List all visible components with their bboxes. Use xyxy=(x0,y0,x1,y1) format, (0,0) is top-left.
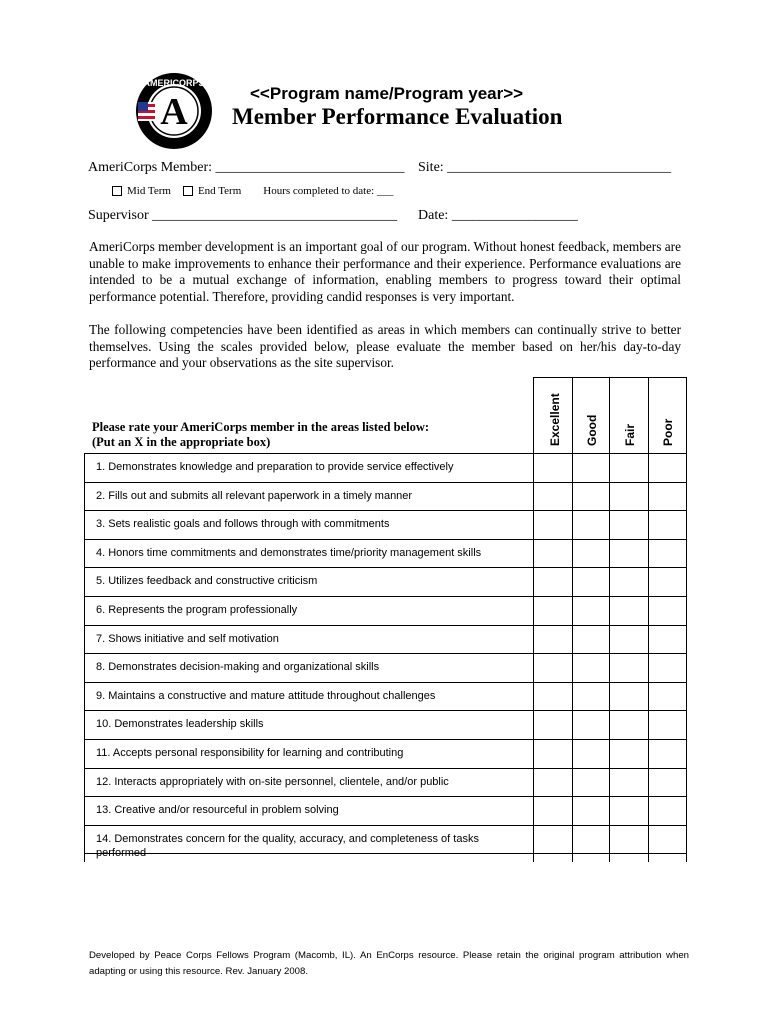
rating-cell-poor[interactable] xyxy=(650,568,686,595)
rating-cell-poor[interactable] xyxy=(650,654,686,681)
rating-cell-excellent[interactable] xyxy=(535,540,572,567)
rating-cell-fair[interactable] xyxy=(611,740,648,767)
competency-item-label: 13. Creative and/or resourceful in problem solving xyxy=(96,804,339,817)
rating-cell-excellent[interactable] xyxy=(535,568,572,595)
rating-cell-fair[interactable] xyxy=(611,454,648,481)
rating-cell-good[interactable] xyxy=(574,769,609,796)
site-field[interactable]: Site: ________________________________ xyxy=(418,160,672,175)
rating-cell-fair[interactable] xyxy=(611,797,648,824)
intro-paragraph: AmeriCorps member development is an important goal of our program. Without honest feedback, members are unable to make improvements to enhance their performance and their experience. Performance evaluations are intended to be a mutual exchange of information, enabling members to progress toward their optimal performance potential. Therefore, providing candid responses is very important. xyxy=(89,239,681,304)
rating-cell-good[interactable] xyxy=(574,654,609,681)
rating-cell-poor[interactable] xyxy=(650,826,686,853)
rating-cell-fair[interactable] xyxy=(611,683,648,710)
rating-cell-excellent[interactable] xyxy=(535,740,572,767)
rating-cell-excellent[interactable] xyxy=(535,654,572,681)
rating-cell-excellent[interactable] xyxy=(535,483,572,510)
competency-item-label: 6. Represents the program professionally xyxy=(96,604,298,616)
rating-cell-good[interactable] xyxy=(574,683,609,710)
mid-term-label: Mid Term xyxy=(127,185,171,197)
logo-letter: A xyxy=(160,91,188,133)
rating-cell-excellent[interactable] xyxy=(535,597,572,624)
rating-cell-good[interactable] xyxy=(574,540,609,567)
competency-item-label: 7. Shows initiative and self motivation xyxy=(96,632,279,645)
rating-cell-poor[interactable] xyxy=(650,769,686,796)
rating-cell-poor[interactable] xyxy=(650,711,686,738)
competency-item-label: 4. Honors time commitments and demonstrates time/priority management skills xyxy=(96,546,482,559)
rating-cell-fair[interactable] xyxy=(611,483,648,510)
competency-item-label: 8. Demonstrates decision-making and organizational skills xyxy=(96,661,380,674)
rating-cell-fair[interactable] xyxy=(611,540,648,567)
rating-cell-fair[interactable] xyxy=(611,568,648,595)
member-name-field[interactable]: AmeriCorps Member: ___________________________ xyxy=(88,160,405,175)
competency-item-label: 9. Maintains a constructive and mature attitude throughout challenges xyxy=(96,689,436,702)
competency-item-label: 1. Demonstrates knowledge and preparation to provide service effectively xyxy=(96,461,454,473)
rating-cell-excellent[interactable] xyxy=(535,511,572,538)
rating-cell-excellent[interactable] xyxy=(535,454,572,481)
end-term-label: End Term xyxy=(197,185,242,197)
program-name-placeholder: <<Program name/Program year>> xyxy=(250,84,524,103)
rating-cell-poor[interactable] xyxy=(650,626,686,653)
competency-item-label: 11. Accepts personal responsibility for learning and contributing xyxy=(96,747,404,759)
rating-cell-poor[interactable] xyxy=(650,511,686,538)
rating-cell-good[interactable] xyxy=(574,597,609,624)
rating-cell-good[interactable] xyxy=(574,826,609,853)
logo-ring-text: AMERICORPS xyxy=(143,78,205,88)
rating-cell-poor[interactable] xyxy=(650,454,686,481)
rating-cell-excellent[interactable] xyxy=(535,683,572,710)
rating-cell-good[interactable] xyxy=(574,568,609,595)
rating-cell-fair[interactable] xyxy=(611,769,648,796)
rating-cell-excellent[interactable] xyxy=(535,826,572,853)
rating-cell-poor[interactable] xyxy=(650,797,686,824)
rating-cell-fair[interactable] xyxy=(611,626,648,653)
rating-cell-good[interactable] xyxy=(574,511,609,538)
rating-cell-excellent[interactable] xyxy=(535,769,572,796)
hours-completed-field[interactable]: Hours completed to date: ___ xyxy=(263,185,394,197)
table-instruction-sub: (Put an X in the appropriate box) xyxy=(92,435,271,449)
rating-cell-fair[interactable] xyxy=(611,826,648,853)
rating-cell-good[interactable] xyxy=(574,626,609,653)
rating-cell-good[interactable] xyxy=(574,797,609,824)
rating-cell-fair[interactable] xyxy=(611,511,648,538)
rating-cell-poor[interactable] xyxy=(650,683,686,710)
rating-cell-fair[interactable] xyxy=(611,654,648,681)
rating-cell-fair[interactable] xyxy=(611,711,648,738)
rating-cell-excellent[interactable] xyxy=(535,626,572,653)
rating-cell-poor[interactable] xyxy=(650,597,686,624)
rating-cell-good[interactable] xyxy=(574,454,609,481)
rating-cell-good[interactable] xyxy=(574,483,609,510)
rating-cell-poor[interactable] xyxy=(650,483,686,510)
form-title: Member Performance Evaluation xyxy=(232,104,563,129)
competencies-paragraph: The following competencies have been identified as areas in which members can continually strive to better themselves. Using the scales provided below, please evaluate the member based on her/his day-to-day performance and your observations as the site supervisor. xyxy=(89,322,681,370)
competency-item-label: 2. Fills out and submits all relevant paperwork in a timely manner xyxy=(96,489,413,502)
rating-cell-excellent[interactable] xyxy=(535,711,572,738)
competency-item-label: 14. Demonstrates concern for the quality, accuracy, and completeness of tasks performed xyxy=(96,832,479,859)
competency-item-label: 10. Demonstrates leadership skills xyxy=(96,718,264,731)
rating-cell-poor[interactable] xyxy=(650,740,686,767)
competency-item-label: 12. Interacts appropriately with on-site personnel, clientele, and/or public xyxy=(96,775,449,788)
supervisor-field[interactable]: Supervisor ___________________________________ xyxy=(88,208,398,223)
table-instruction: Please rate your AmeriCorps member in the areas listed below: xyxy=(92,420,430,434)
rating-cell-excellent[interactable] xyxy=(535,797,572,824)
rating-cell-poor[interactable] xyxy=(650,540,686,567)
rating-cell-good[interactable] xyxy=(574,711,609,738)
rating-cell-fair[interactable] xyxy=(611,597,648,624)
competency-item-label: 3. Sets realistic goals and follows through with commitments xyxy=(96,518,390,531)
date-field[interactable]: Date: __________________ xyxy=(418,208,578,223)
footer-attribution: Developed by Peace Corps Fellows Program (Macomb, IL). An EnCorps resource. Please retain the original program attribution when adapting or using this resource. Rev. January 2008. xyxy=(89,950,689,977)
competency-item-label: 5. Utilizes feedback and constructive criticism xyxy=(96,575,318,588)
rating-cell-good[interactable] xyxy=(574,740,609,767)
